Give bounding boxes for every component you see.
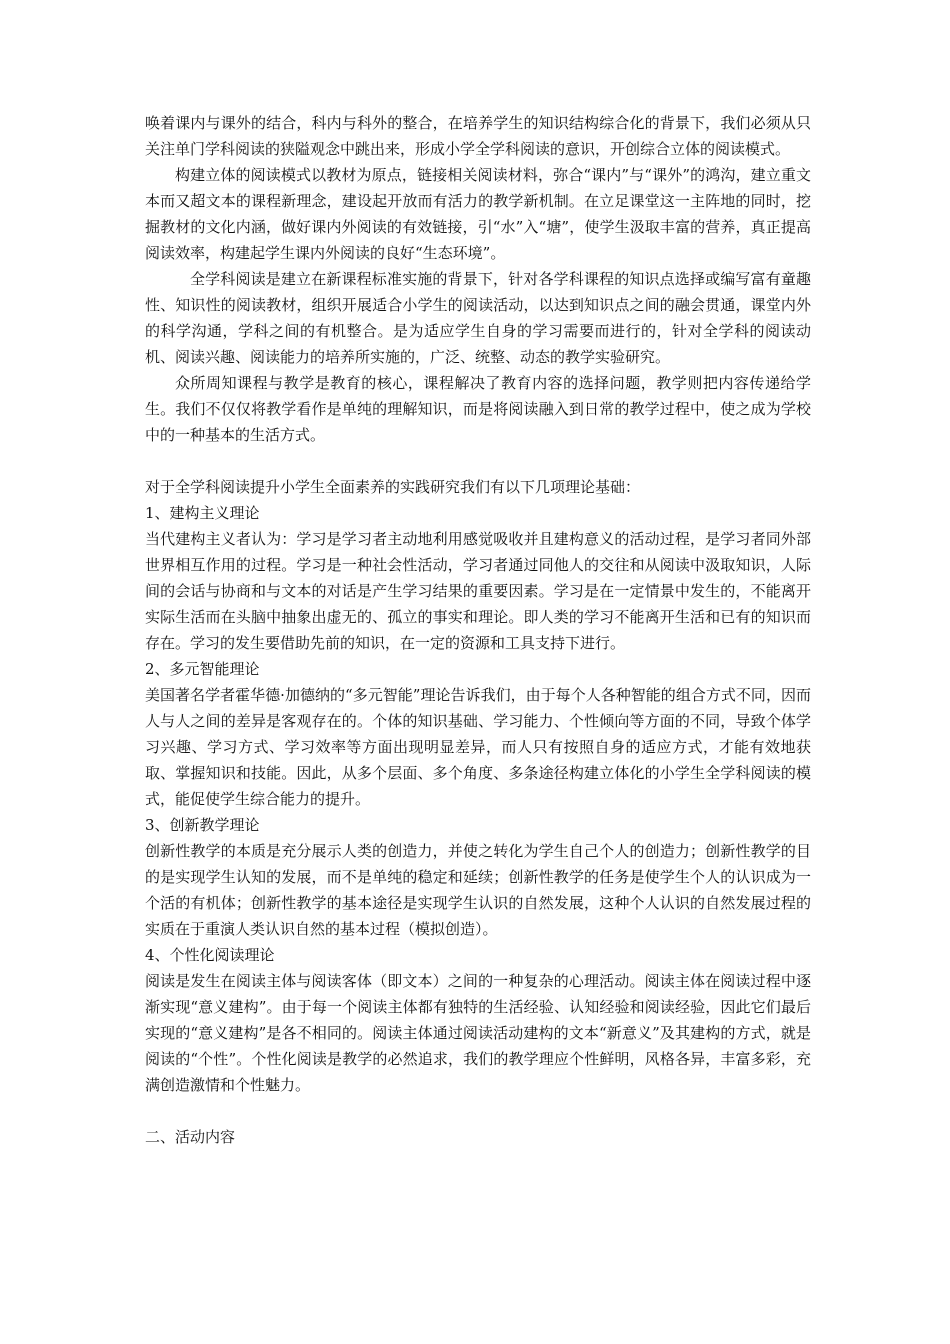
document-page — [145, 110, 811, 1150]
theory-heading-3: 3、创新教学理论 — [145, 816, 260, 834]
intro-paragraph-2: 构建立体的阅读模式以教材为原点，链接相关阅读材料，弥合“课内”与“课外”的鸿沟，建立重文本而又超文本的课程新理念，建设起开放而有活力的教学新机制。在立足课堂这一主阵地的同时，挖掘教材的文化内涵，做好课内外阅读的有效链接，引“水”入“塘”，使学生汲取丰富的营养，真正提高阅读效率，构建起学生课内外阅读的良好“生态环境”。 — [145, 166, 811, 262]
intro-paragraph-1: 唤着课内与课外的结合，科内与科外的整合，在培养学生的知识结构综合化的背景下，我们必须从只关注单门学科阅读的狭隘观念中跳出来，形成小学全学科阅读的意识，开创综合立体的阅读模式。 — [145, 114, 811, 158]
intro-paragraph-3: 全学科阅读是建立在新课程标准实施的背景下，针对各学科课程的知识点选择或编写富有童趣性、知识性的阅读教材，组织开展适合小学生的阅读活动，以达到知识点之间的融会贯通，课堂内外的科学沟通，学科之间的有机整合。是为适应学生自身的学习需要而进行的，针对全学科的阅读动机、阅读兴趣、阅读能力的培养所实施的，广泛、统整、动态的教学实验研究。 — [145, 270, 811, 366]
theory-body-3: 创新性教学的本质是充分展示人类的创造力，并使之转化为学生自己个人的创造力；创新性教学的目的是实现学生认知的发展，而不是单纯的稳定和延续；创新性教学的任务是使学生个人的认识成为一个活的有机体；创新性教学的基本途径是实现学生认识的自然发展，这种个人认识的自然发展过程的实质在于重演人类认识自然的基本过程（模拟创造）。 — [145, 842, 811, 938]
blank-line — [145, 448, 811, 474]
blank-line — [145, 1098, 811, 1124]
theory-body-1: 当代建构主义者认为：学习是学习者主动地利用感觉吸收并且建构意义的活动过程，是学习者同外部世界相互作用的过程。学习是一种社会性活动，学习者通过同他人的交往和从阅读中汲取知识，人际间的会话与协商和与文本的对话是产生学习结果的重要因素。学习是在一定情景中发生的，不能离开实际生活而在头脑中抽象出虚无的、孤立的事实和理论。即人类的学习不能离开生活和已有的知识而存在。学习的发生要借助先前的知识，在一定的资源和工具支持下进行。 — [145, 530, 811, 652]
theory-heading-2: 2、多元智能理论 — [145, 660, 260, 678]
theory-body-2: 美国著名学者霍华德·加德纳的“多元智能”理论告诉我们，由于每个人各种智能的组合方式不同，因而人与人之间的差异是客观存在的。个体的知识基础、学习能力、个性倾向等方面的不同，导致个体学习兴趣、学习方式、学习效率等方面出现明显差异，而人只有按照自身的适应方式，才能有效地获取、掌握知识和技能。因此，从多个层面、多个角度、多条途径构建立体化的小学生全学科阅读的模式，能促使学生综合能力的提升。 — [145, 686, 811, 808]
theory-body-4: 阅读是发生在阅读主体与阅读客体（即文本）之间的一种复杂的心理活动。阅读主体在阅读过程中逐渐实现“意义建构”。由于每一个阅读主体都有独特的生活经验、认知经验和阅读经验，因此它们最后实现的“意义建构”是各不相同的。阅读主体通过阅读活动建构的文本“新意义”及其建构的方式，就是阅读的“个性”。个性化阅读是教学的必然追求，我们的教学理应个性鲜明，风格各异，丰富多彩，充满创造激情和个性魅力。 — [145, 972, 811, 1094]
theory-heading-1: 1、建构主义理论 — [145, 504, 260, 522]
theory-heading-4: 4、个性化阅读理论 — [145, 946, 275, 964]
intro-paragraph-4: 众所周知课程与教学是教育的核心，课程解决了教育内容的选择问题，教学则把内容传递给学生。我们不仅仅将教学看作是单纯的理解知识，而是将阅读融入到日常的教学过程中，使之成为学校中的一种基本的生活方式。 — [145, 374, 811, 444]
section-heading: 二、活动内容 — [145, 1128, 236, 1146]
theory-intro: 对于全学科阅读提升小学生全面素养的实践研究我们有以下几项理论基础： — [145, 478, 641, 496]
